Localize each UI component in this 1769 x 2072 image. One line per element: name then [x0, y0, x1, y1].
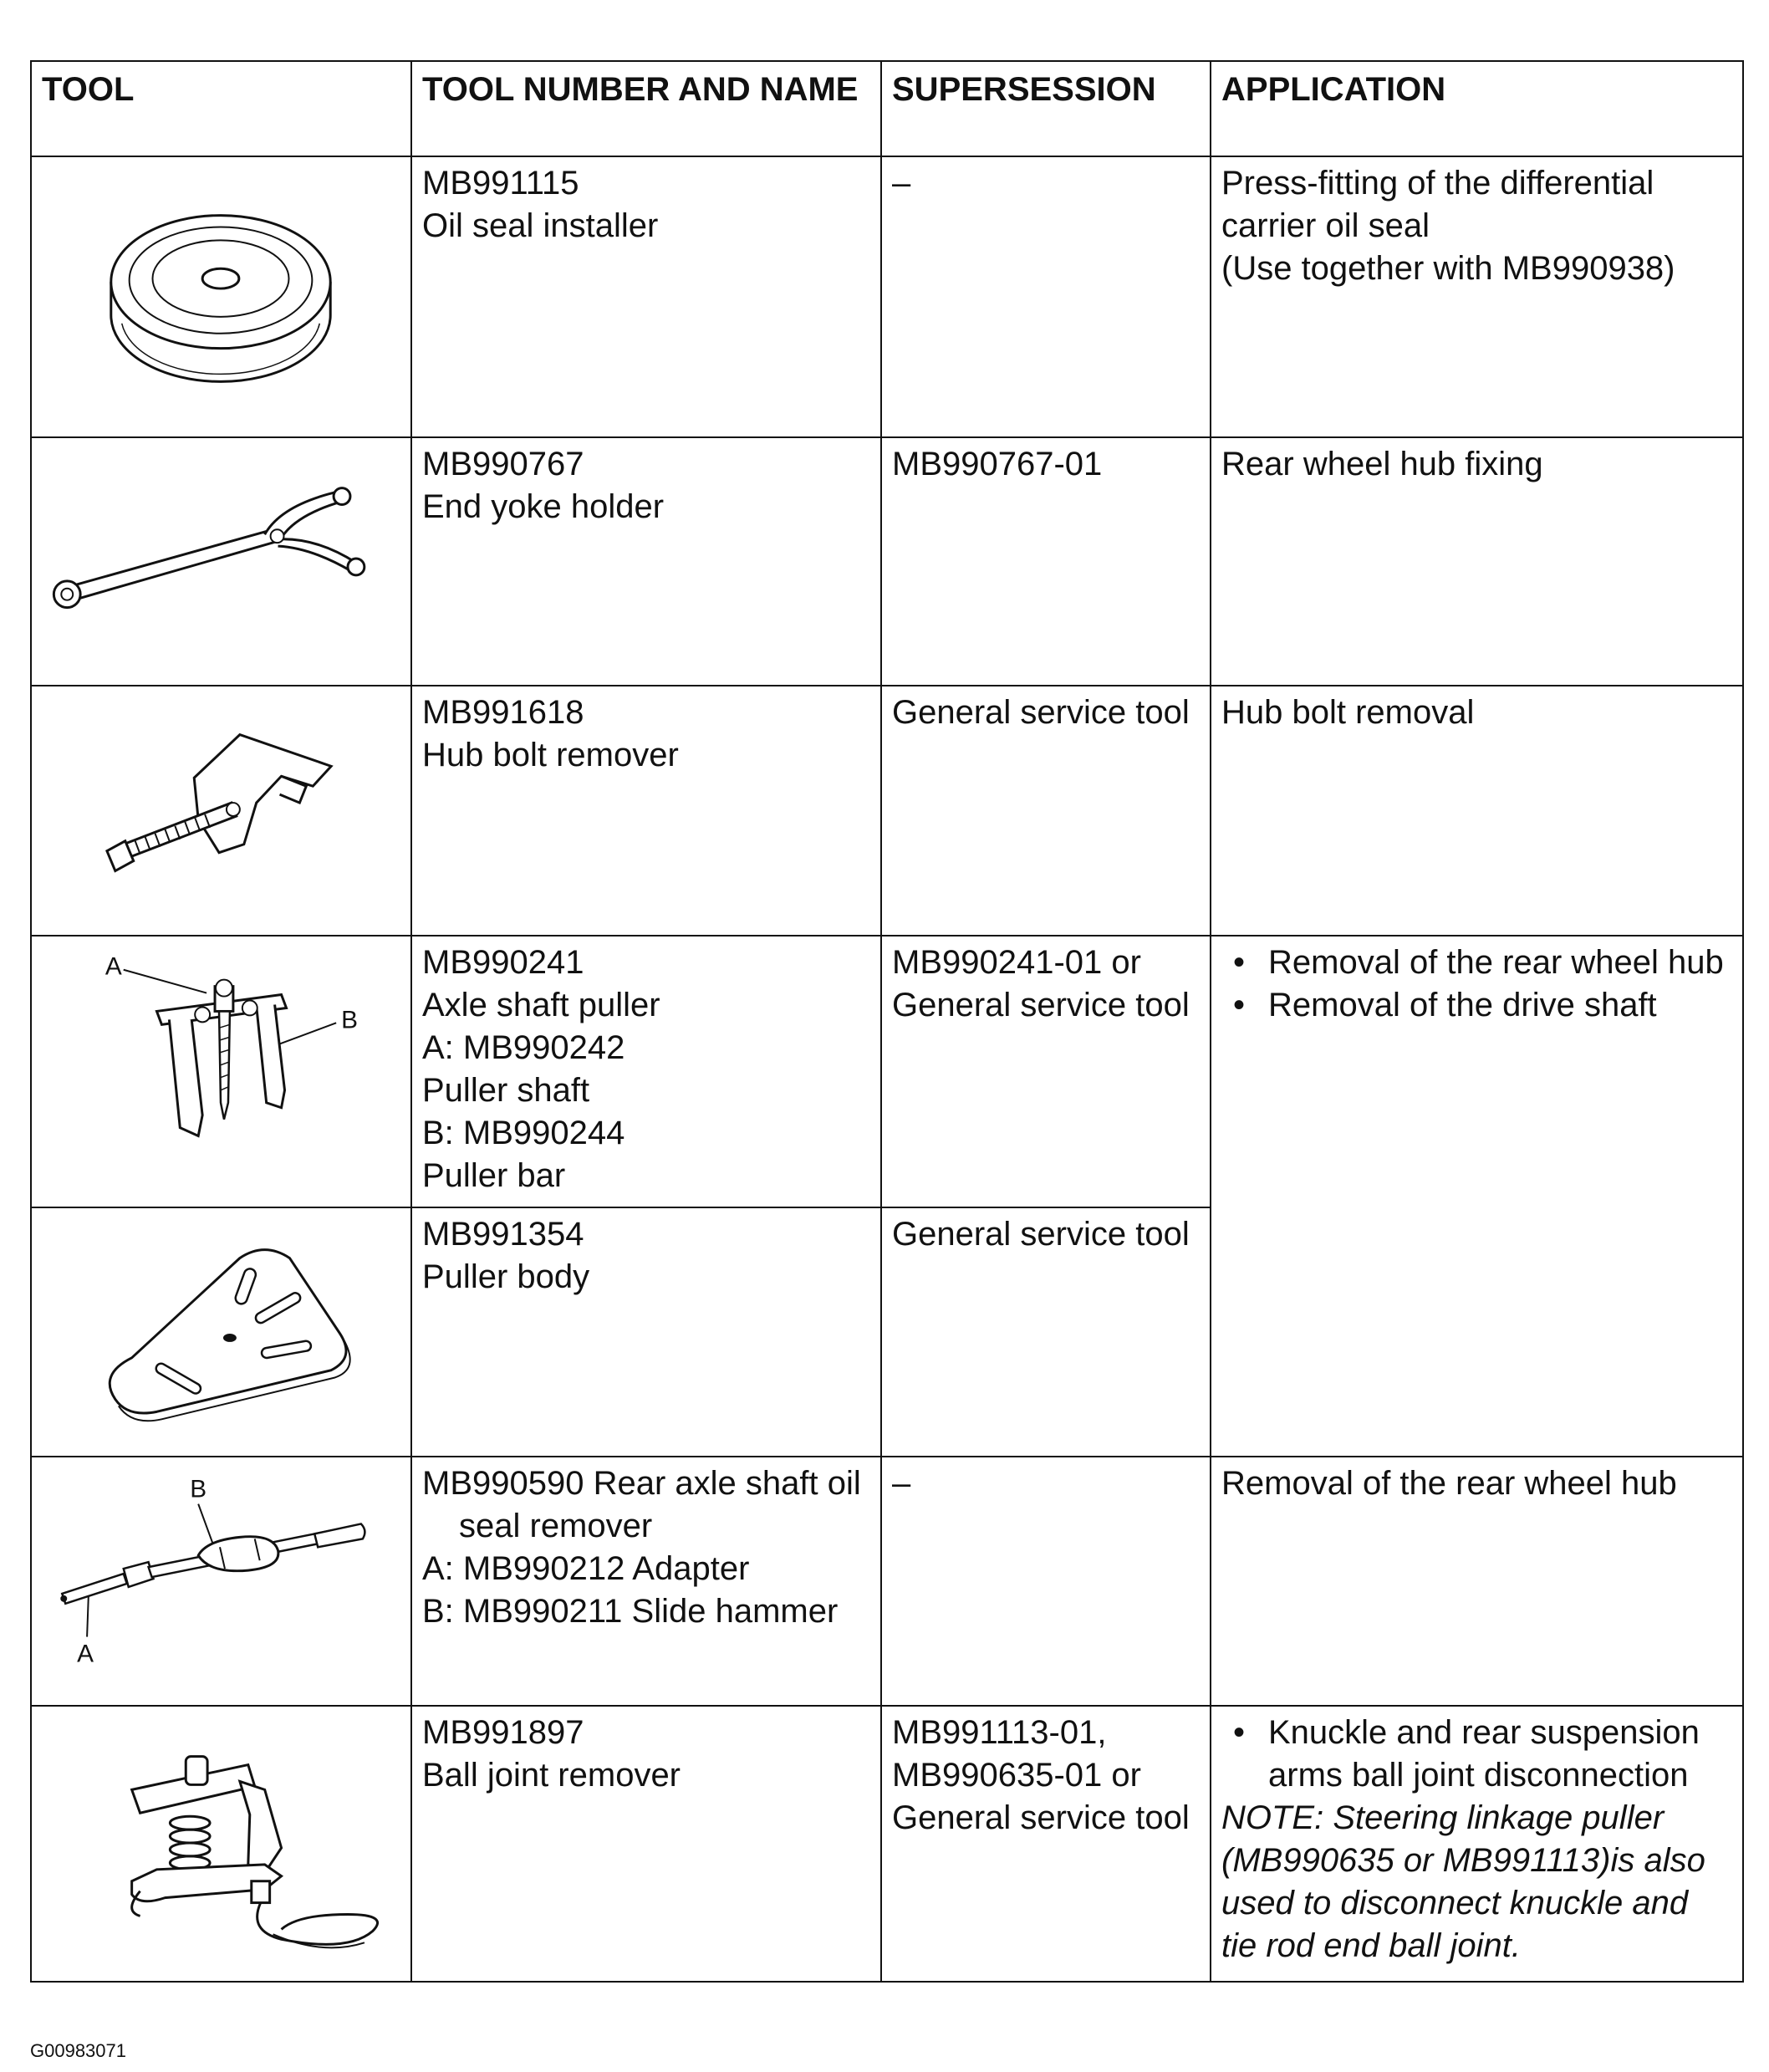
- header-row: [31, 61, 1743, 156]
- callout-label: A: [105, 952, 122, 981]
- tool-image-cell: [31, 936, 411, 1207]
- supersession-cell: MB990241-01 or General service tool: [881, 936, 1211, 1207]
- tool-number-name-cell: [411, 1207, 881, 1457]
- tool-number: MB991618: [422, 694, 584, 731]
- application-list: [1221, 942, 1732, 1027]
- axle-shaft-puller-icon: [32, 936, 410, 1207]
- table-row: [31, 1457, 1743, 1706]
- tool-image-cell: [31, 156, 411, 437]
- oil-seal-installer-icon: [32, 157, 410, 436]
- application-text: (Use together with MB990938): [1221, 250, 1675, 287]
- tool-description-line: B: MB990211 Slide hammer: [422, 1593, 839, 1630]
- application-cell: [1211, 1706, 1743, 1982]
- application-cell: Removal of the rear wheel hub: [1211, 1457, 1743, 1706]
- tool-number-name-cell: [411, 686, 881, 936]
- tool-name: Oil seal installer: [422, 207, 659, 244]
- application-cell: [1211, 936, 1743, 1457]
- tool-number: MB991115: [422, 165, 579, 202]
- supersession-cell: –: [881, 1457, 1211, 1706]
- tool-number-name-cell: [411, 437, 881, 686]
- application-cell: Rear wheel hub fixing: [1211, 437, 1743, 686]
- tool-number-name-cell: [411, 936, 881, 1207]
- application-note: NOTE: Steering linkage puller (MB990635 or MB991113)is also used to disconnect knuckle and tie rod end ball joint.: [1221, 1799, 1705, 1964]
- part-line: A: MB990242: [422, 1029, 625, 1066]
- tool-number: MB991354: [422, 1216, 584, 1253]
- header-supersession: SUPERSESSION: [881, 61, 1211, 156]
- tool-name: Puller body: [422, 1258, 590, 1295]
- application-list: [1221, 1712, 1732, 1797]
- hub-bolt-remover-icon: [32, 686, 410, 935]
- tool-number: MB990241: [422, 944, 584, 981]
- tool-name: Ball joint remover: [422, 1757, 681, 1794]
- callout-label: B: [341, 1006, 358, 1034]
- tool-description-line: MB990590 Rear axle shaft oil seal remover: [422, 1465, 861, 1544]
- tool-name: Hub bolt remover: [422, 737, 679, 773]
- figure-id: G00983071: [30, 2040, 126, 2061]
- part-line: Puller bar: [422, 1157, 566, 1194]
- special-tools-table: [30, 60, 1744, 1983]
- tool-name: End yoke holder: [422, 488, 665, 525]
- part-line: Puller shaft: [422, 1072, 590, 1109]
- supersession-cell: –: [881, 156, 1211, 437]
- header-tool-number-and-name: TOOL NUMBER AND NAME: [411, 61, 881, 156]
- tool-number-name-cell: [411, 156, 881, 437]
- supersession-cell: MB990767-01: [881, 437, 1211, 686]
- tool-number: MB990767: [422, 446, 584, 482]
- end-yoke-holder-icon: [32, 438, 410, 685]
- callout-label: B: [190, 1475, 207, 1503]
- tool-image-cell: [31, 437, 411, 686]
- supersession-cell: General service tool: [881, 1207, 1211, 1457]
- tool-description-line: A: MB990212 Adapter: [422, 1550, 750, 1587]
- header-application: APPLICATION: [1211, 61, 1743, 156]
- ball-joint-remover-icon: [32, 1707, 410, 1981]
- supersession-cell: MB991113-01, MB990635-01 or General service tool: [881, 1706, 1211, 1982]
- application-bullet: • Knuckle and rear suspension arms ball joint disconnection: [1221, 1712, 1732, 1797]
- application-bullet: • Removal of the drive shaft: [1221, 984, 1732, 1027]
- puller-body-icon: [32, 1208, 410, 1456]
- application-cell: [1211, 156, 1743, 437]
- application-cell: Hub bolt removal: [1211, 686, 1743, 936]
- table-row: [31, 156, 1743, 437]
- table-row: [31, 437, 1743, 686]
- table-row: [31, 936, 1743, 1207]
- application-bullet: • Removal of the rear wheel hub: [1221, 942, 1732, 984]
- header-tool: TOOL: [31, 61, 411, 156]
- tool-number-name-cell: [411, 1457, 881, 1706]
- tool-name: Axle shaft puller: [422, 987, 660, 1023]
- part-line: B: MB990244: [422, 1115, 625, 1151]
- tool-image-cell: [31, 686, 411, 936]
- table-row: [31, 686, 1743, 936]
- tool-number: MB991897: [422, 1714, 584, 1751]
- tool-image-cell: [31, 1706, 411, 1982]
- oil-seal-remover-icon: [32, 1457, 410, 1705]
- table-row: [31, 1706, 1743, 1982]
- tool-number-name-cell: [411, 1706, 881, 1982]
- application-text: Press-fitting of the differential carrier oil seal: [1221, 165, 1654, 244]
- tool-image-cell: [31, 1457, 411, 1706]
- supersession-cell: General service tool: [881, 686, 1211, 936]
- tool-image-cell: [31, 1207, 411, 1457]
- callout-label: A: [77, 1640, 94, 1668]
